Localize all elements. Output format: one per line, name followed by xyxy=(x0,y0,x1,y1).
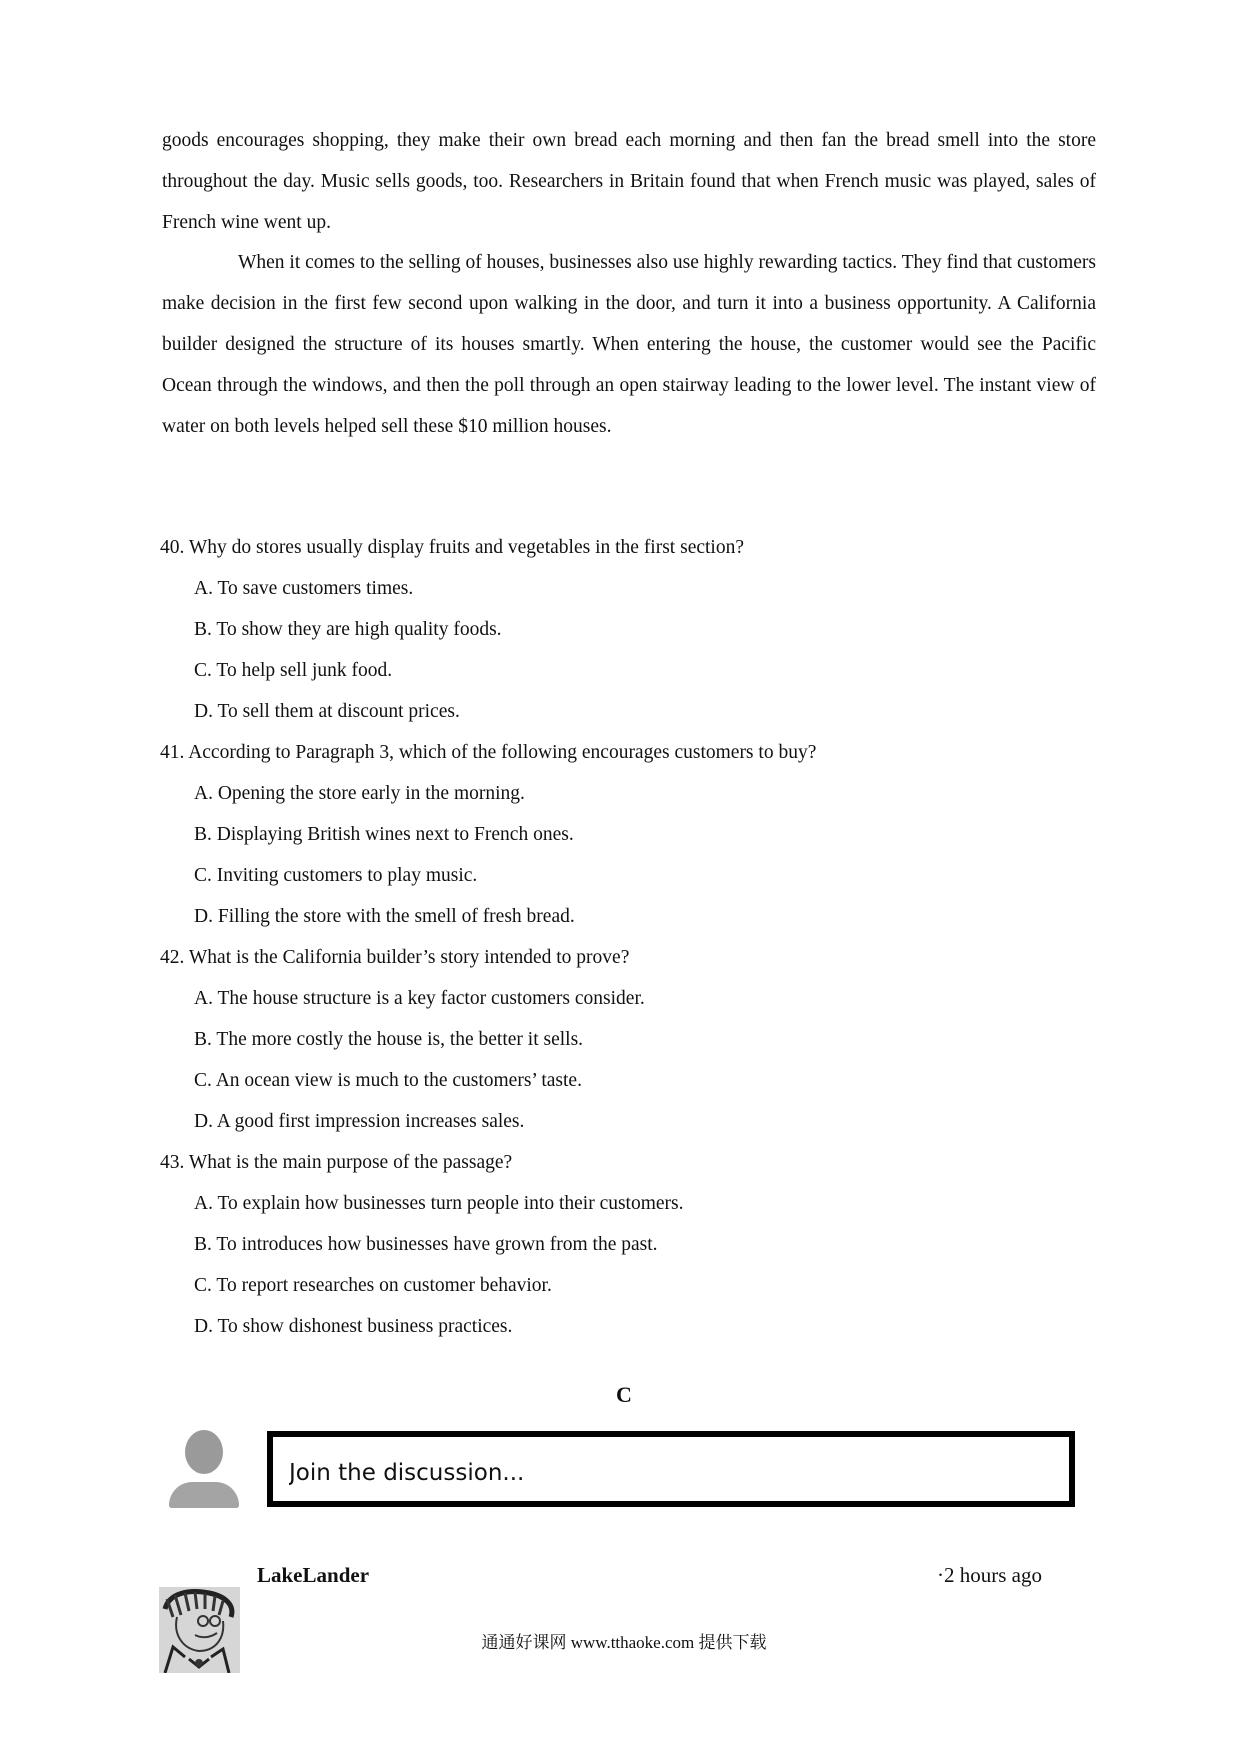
option-text: To save customers times. xyxy=(217,578,414,599)
option-letter: A. xyxy=(194,783,213,804)
option-text: Opening the store early in the morning. xyxy=(217,783,525,804)
answer-option xyxy=(160,855,1060,896)
question-text: What is the main purpose of the passage? xyxy=(188,1152,513,1173)
discussion-input-box[interactable] xyxy=(267,1431,1075,1507)
question-number: 40. xyxy=(160,537,185,558)
option-text: To help sell junk food. xyxy=(216,660,393,681)
answer-option xyxy=(160,1224,1060,1265)
option-letter: D. xyxy=(194,701,213,722)
user-silhouette-icon xyxy=(163,1428,245,1510)
option-text: The house structure is a key factor customers consider. xyxy=(217,988,645,1009)
answer-option xyxy=(160,814,1060,855)
section-heading: C xyxy=(616,1382,632,1407)
question-stem xyxy=(160,1142,1060,1183)
option-text: An ocean view is much to the customers’ taste. xyxy=(215,1070,582,1091)
answer-option xyxy=(160,691,1060,732)
answer-option xyxy=(160,650,1060,691)
question-number: 42. xyxy=(160,947,185,968)
option-text: To introduces how businesses have grown from the past. xyxy=(216,1234,658,1255)
option-text: Inviting customers to play music. xyxy=(216,865,478,886)
option-letter: B. xyxy=(194,824,212,845)
question-text: Why do stores usually display fruits and vegetables in the first section? xyxy=(188,537,744,558)
option-text: Filling the store with the smell of fresh bread. xyxy=(217,906,575,927)
option-letter: D. xyxy=(194,1111,213,1132)
answer-option xyxy=(160,1019,1060,1060)
answer-option xyxy=(160,978,1060,1019)
avatar-body-shape xyxy=(169,1482,239,1508)
option-text: To show dishonest business practices. xyxy=(217,1316,513,1337)
option-letter: B. xyxy=(194,1029,212,1050)
comment-username[interactable]: LakeLander xyxy=(257,1563,370,1587)
option-letter: D. xyxy=(194,906,213,927)
option-letter: D. xyxy=(194,1316,213,1337)
option-letter: A. xyxy=(194,988,213,1009)
option-letter: B. xyxy=(194,1234,212,1255)
answer-option xyxy=(160,1060,1060,1101)
option-letter: A. xyxy=(194,578,213,599)
discussion-input[interactable] xyxy=(289,1455,1049,1491)
option-text: The more costly the house is, the better it sells. xyxy=(216,1029,584,1050)
option-letter: A. xyxy=(194,1193,213,1214)
footer-watermark: 通通好课网 www.tthaoke.com 提供下载 xyxy=(481,1633,767,1652)
option-text: To sell them at discount prices. xyxy=(217,701,460,722)
answer-option xyxy=(160,1101,1060,1142)
option-text: To report researches on customer behavior. xyxy=(216,1275,552,1296)
option-letter: B. xyxy=(194,619,212,640)
option-letter: C. xyxy=(194,1070,212,1091)
answer-option xyxy=(160,896,1060,937)
question-text: According to Paragraph 3, which of the following encourages customers to buy? xyxy=(188,742,817,763)
passage-paragraph: goods encourages shopping, they make their own bread each morning and then fan the bread smell into the store throughout the day. Music sells goods, too. Researchers in Britain found that when French music was played, sales of French wine went up. xyxy=(162,130,1096,233)
option-letter: C. xyxy=(194,660,212,681)
question-stem xyxy=(160,527,1060,568)
option-text: Displaying British wines next to French ones. xyxy=(216,824,574,845)
answer-option xyxy=(160,773,1060,814)
option-letter: C. xyxy=(194,865,212,886)
avatar-head-shape xyxy=(185,1430,223,1474)
answer-option xyxy=(160,1265,1060,1306)
answer-option xyxy=(160,1306,1060,1347)
question-stem xyxy=(160,732,1060,773)
passage-paragraph: When it comes to the selling of houses, businesses also use highly rewarding tactics. They find that customers make decision in the first few second upon walking in the door, and turn it into a business opportunity. A California builder designed the structure of its houses smartly. When entering the house, the customer would see the Pacific Ocean through the windows, and then the poll through an open stairway leading to the lower level. The instant view of water on both levels helped sell these $10 million houses. xyxy=(162,252,1097,437)
option-letter: C. xyxy=(194,1275,212,1296)
comment-timestamp: ·2 hours ago xyxy=(937,1563,1042,1587)
answer-option xyxy=(160,609,1060,650)
question-number: 43. xyxy=(160,1152,185,1173)
question-list xyxy=(160,527,1060,1347)
answer-option xyxy=(160,1183,1060,1224)
question-number: 41. xyxy=(160,742,185,763)
question-text: What is the California builder’s story intended to prove? xyxy=(188,947,630,968)
option-text: A good first impression increases sales. xyxy=(216,1111,525,1132)
option-text: To show they are high quality foods. xyxy=(216,619,502,640)
option-text: To explain how businesses turn people into their customers. xyxy=(217,1193,684,1214)
question-stem xyxy=(160,937,1060,978)
answer-option xyxy=(160,568,1060,609)
